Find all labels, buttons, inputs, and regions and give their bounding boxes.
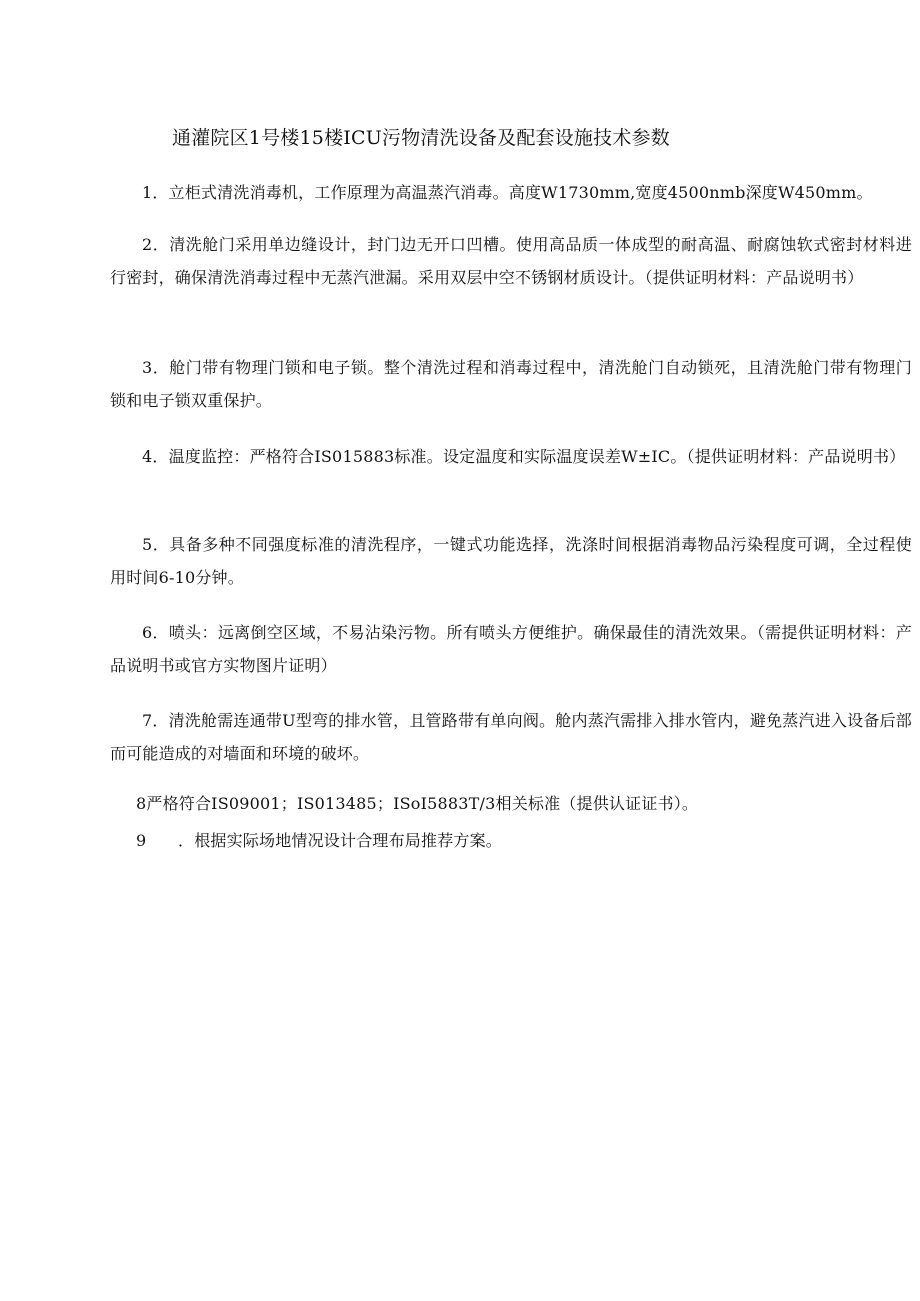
paragraph-9-number: 9 [136, 831, 147, 850]
paragraph-5: 5．具备多种不同强度标准的清洗程序，一键式功能选择，洗涤时间根据消毒物品污染程度可调，全过程使用时间6-10分钟。 [110, 535, 912, 587]
paragraph-1: 1．立柜式清洗消毒机，工作原理为高温蒸汽消毒。高度W1730mm,宽度4500nmb深度W450mm。 [142, 183, 873, 202]
paragraph-3: 3．舱门带有物理门锁和电子锁。整个清洗过程和消毒过程中，清洗舱门自动锁死，且清洗舱门带有物理门锁和电子锁双重保护。 [110, 358, 912, 410]
paragraph-2: 2．清洗舱门采用单边缝设计，封门边无开口凹槽。使用高品质一体成型的耐高温、耐腐蚀软式密封材料进行密封，确保清洗消毒过程中无蒸汽泄漏。采用双层中空不锈钢材质设计。（提供证明材料：产品说明书） [110, 235, 912, 287]
paragraph-4: 4．温度监控：严格符合IS015883标准。设定温度和实际温度误差W±IC。（提供证明材料：产品说明书） [142, 447, 906, 466]
paragraph-6: 6．喷头：远离倒空区域，不易沾染污物。所有喷头方便维护。确保最佳的清洗效果。（需提供证明材料：产品说明书或官方实物图片证明） [110, 623, 912, 675]
paragraph-7: 7．清洗舱需连通带U型弯的排水管，且管路带有单向阀。舱内蒸汽需排入排水管内，避免蒸汽进入设备后部而可能造成的对墙面和环境的破坏。 [110, 711, 912, 763]
paragraph-9 [136, 826, 906, 856]
paragraph-8: 8严格符合IS09001；IS013485；ISoI5883T/3相关标准（提供认证证书）。 [136, 794, 699, 813]
paragraph-9-text: ．根据实际场地情况设计合理布局推荐方案。 [178, 831, 503, 850]
document-title: 通灌院区1号楼15楼ICU污物清洗设备及配套设施技术参数 [172, 127, 670, 149]
